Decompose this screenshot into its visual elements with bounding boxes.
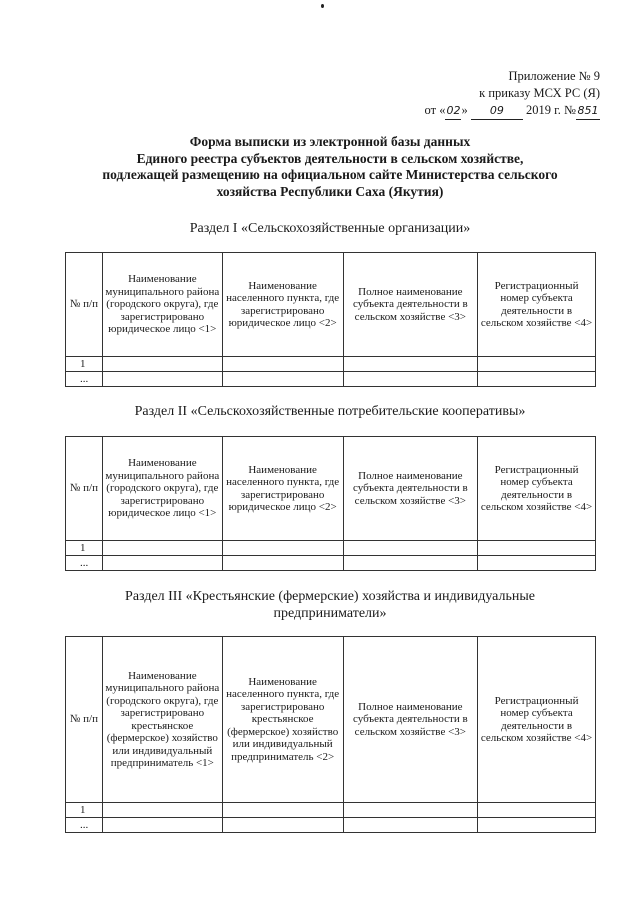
date-month: 09 [471,102,523,120]
row-number: ... [66,372,103,387]
table-cell [102,818,222,833]
row-number: 1 [66,541,103,556]
row-number: 1 [66,803,103,818]
col-full-name: Полное наименование субъекта деятельности в сельском хозяйстве <3> [343,437,478,541]
table-header-row [66,437,596,541]
date-suffix: 2019 г. № [522,103,576,117]
col-number: № п/п [66,253,103,357]
order-number: 851 [576,102,600,120]
table-cell [343,818,478,833]
table-cell [102,372,222,387]
table-cell [343,372,478,387]
col-full-name: Полное наименование субъекта деятельности в сельском хозяйстве <3> [343,253,478,357]
appendix-order-ref: к приказу МСХ РС (Я) [479,86,600,100]
table-row [66,818,596,833]
col-district: Наименование муниципального района (городского округа), где зарегистрировано юридическое лицо <1> [102,253,222,357]
table-cell [478,357,596,372]
table-cell [222,818,343,833]
title-line-2: Единого реестра субъектов деятельности в сельском хозяйстве, [136,150,524,166]
col-reg-number: Регистрационный номер субъекта деятельности в сельском хозяйстве <4> [478,637,596,803]
col-reg-number: Регистрационный номер субъекта деятельности в сельском хозяйстве <4> [478,437,596,541]
col-district: Наименование муниципального района (городского округа), где зарегистрировано крестьянское (фермерское) хозяйство или индивидуальный предприниматель <1> [102,637,222,803]
appendix-block [425,68,600,120]
table-cell [478,541,596,556]
row-number: ... [66,818,103,833]
section-3-heading [60,588,600,622]
date-mid: » [461,103,471,117]
section-1-heading: Раздел I «Сельскохозяйственные организации» [189,221,471,236]
col-settlement: Наименование населенного пункта, где зарегистрировано юридическое лицо <2> [222,253,343,357]
section-3-table [65,636,596,833]
row-number: ... [66,556,103,571]
col-reg-number: Регистрационный номер субъекта деятельности в сельском хозяйстве <4> [478,253,596,357]
table-cell [102,803,222,818]
table-header-row [66,253,596,357]
table-row [66,556,596,571]
scan-speck [321,4,324,8]
section-1-table [65,252,596,387]
table-cell [343,541,478,556]
date-prefix: от « [424,103,446,117]
table-cell [478,556,596,571]
table-cell [478,818,596,833]
table-cell [222,372,343,387]
col-number: № п/п [66,637,103,803]
title-line-3: подлежащей размещению на официальном сайте Министерства сельского [102,167,558,182]
section-2-heading: Раздел II «Сельскохозяйственные потребительские кооперативы» [134,404,526,419]
appendix-number: Приложение № 9 [508,69,600,83]
table-cell [343,803,478,818]
table-header-row [66,637,596,803]
table-cell [343,357,478,372]
col-settlement: Наименование населенного пункта, где зарегистрировано крестьянское (фермерское) хозяйство или индивидуальный предприниматель <2> [222,637,343,803]
col-full-name: Полное наименование субъекта деятельности в сельском хозяйстве <3> [343,637,478,803]
table-row [66,357,596,372]
table-cell [222,803,343,818]
date-day: 02 [445,102,461,120]
section-2-table [65,436,596,571]
table-row [66,372,596,387]
table-cell [222,556,343,571]
col-district: Наименование муниципального района (городского округа), где зарегистрировано юридическое лицо <1> [102,437,222,541]
row-number: 1 [66,357,103,372]
table-cell [102,541,222,556]
table-cell [478,372,596,387]
title-line-1: Форма выписки из электронной базы данных [189,134,471,149]
table-row [66,541,596,556]
table-cell [343,556,478,571]
col-settlement: Наименование населенного пункта, где зарегистрировано юридическое лицо <2> [222,437,343,541]
table-cell [102,556,222,571]
table-cell [222,541,343,556]
col-number: № п/п [66,437,103,541]
section-3-heading-line-1: Раздел III «Крестьянские (фермерские) хозяйства и индивидуальные [125,589,535,604]
document-title [60,134,600,200]
appendix-date-line [425,102,600,120]
table-row [66,803,596,818]
table-cell [102,357,222,372]
title-line-4: хозяйства Республики Саха (Якутия) [216,183,444,199]
section-3-heading-line-2: предприниматели» [273,606,387,621]
table-cell [222,357,343,372]
table-cell [478,803,596,818]
